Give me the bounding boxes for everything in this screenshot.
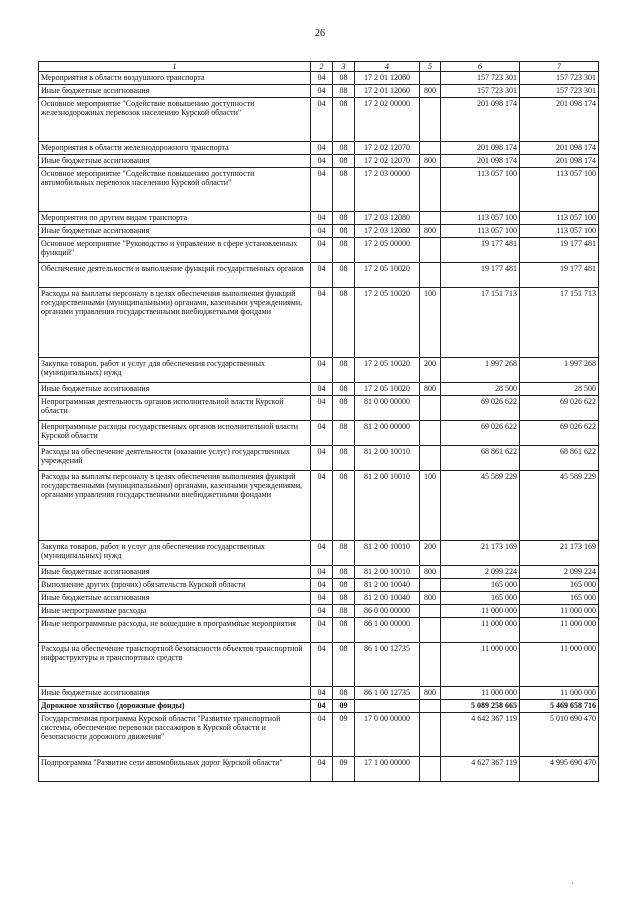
subsection-code-cell: 09 [333,700,355,713]
row-name-cell: Иные бюджетные ассигнования [39,225,311,238]
section-code-cell: 04 [311,713,333,757]
target-article-cell: 17 2 03 12080 [355,225,420,238]
expense-type-cell: 800 [420,566,441,579]
amount-cell-col6: 11 000 000 [441,687,520,700]
table-row [39,757,599,782]
amount-cell-col6: 1 997 268 [441,358,520,383]
target-article-cell: 17 2 05 10020 [355,358,420,383]
amount-cell-col6: 45 589 229 [441,471,520,541]
amount-cell-col6: 11 000 000 [441,605,520,618]
section-code-cell: 04 [311,579,333,592]
column-header: 5 [420,62,441,72]
table-row [39,396,599,421]
amount-cell-col6: 201 098 174 [441,142,520,155]
subsection-code-cell: 08 [333,155,355,168]
amount-cell-col6: 157 723 301 [441,85,520,98]
section-code-cell: 04 [311,142,333,155]
subsection-code-cell: 08 [333,579,355,592]
table-row [39,687,599,700]
row-name-cell: Дорожное хозяйство (дорожные фонды) [39,700,311,713]
row-name-cell: Закупка товаров, работ и услуг для обеспечения государственных (муниципальных) нужд [39,541,311,566]
section-code-cell: 04 [311,757,333,782]
subsection-code-cell: 08 [333,142,355,155]
expense-type-cell: 800 [420,383,441,396]
expense-type-cell: 800 [420,687,441,700]
row-name-cell: Закупка товаров, работ и услуг для обеспечения государственных (муниципальных) нужд [39,358,311,383]
target-article-cell: 81 2 00 10040 [355,592,420,605]
table-row [39,225,599,238]
subsection-code-cell: 08 [333,618,355,643]
expense-type-cell [420,605,441,618]
section-code-cell: 04 [311,72,333,85]
amount-cell-col6: 113 057 100 [441,168,520,212]
amount-cell-col6: 28 500 [441,383,520,396]
amount-cell-col7: 21 173 169 [520,541,599,566]
amount-cell-col7: 157 723 301 [520,85,599,98]
table-row [39,605,599,618]
subsection-code-cell: 08 [333,383,355,396]
amount-cell-col6: 19 177 481 [441,238,520,263]
row-name-cell: Основное мероприятие "Содействие повышению доступности автомобильных перевозок населению Курской области" [39,168,311,212]
section-code-cell: 04 [311,687,333,700]
amount-cell-col7: 69 026 622 [520,396,599,421]
subsection-code-cell: 08 [333,288,355,358]
table-row [39,263,599,288]
row-name-cell: Иные непрограммные расходы, не вошедшие в программные мероприятия [39,618,311,643]
amount-cell-col7: 4 995 690 470 [520,757,599,782]
subsection-code-cell: 08 [333,212,355,225]
table-row [39,700,599,713]
row-name-cell: Выполнение других (прочих) обязательств Курской области [39,579,311,592]
target-article-cell: 17 2 02 00000 [355,98,420,142]
expense-type-cell [420,757,441,782]
row-name-cell: Мероприятия по другим видам транспорта [39,212,311,225]
target-article-cell: 17 1 00 00000 [355,757,420,782]
target-article-cell: 17 2 05 10020 [355,288,420,358]
expense-type-cell [420,72,441,85]
amount-cell-col7: 17 151 713 [520,288,599,358]
row-name-cell: Иные бюджетные ассигнования [39,687,311,700]
expense-type-cell [420,643,441,687]
section-code-cell: 04 [311,421,333,446]
table-row [39,98,599,142]
section-code-cell: 04 [311,358,333,383]
expense-type-cell [420,212,441,225]
amount-cell-col6: 17 151 713 [441,288,520,358]
expense-type-cell [420,700,441,713]
expense-type-cell [420,579,441,592]
table-row [39,566,599,579]
expense-type-cell [420,263,441,288]
target-article-cell: 17 2 05 10020 [355,383,420,396]
amount-cell-col6: 19 177 481 [441,263,520,288]
target-article-cell: 17 2 02 12070 [355,142,420,155]
row-name-cell: Непрограммная деятельность органов исполнительной власти Курской области [39,396,311,421]
table-row [39,592,599,605]
amount-cell-col7: 5 010 690 470 [520,713,599,757]
section-code-cell: 04 [311,446,333,471]
target-article-cell: 81 0 00 00000 [355,396,420,421]
amount-cell-col7: 201 098 174 [520,155,599,168]
table-row [39,142,599,155]
amount-cell-col7: 11 000 000 [520,687,599,700]
section-code-cell: 04 [311,396,333,421]
amount-cell-col7: 113 057 100 [520,212,599,225]
row-name-cell: Иные бюджетные ассигнования [39,85,311,98]
row-name-cell: Иные бюджетные ассигнования [39,592,311,605]
column-header: 7 [520,62,599,72]
amount-cell-col6: 11 000 000 [441,618,520,643]
amount-cell-col6: 165 000 [441,579,520,592]
section-code-cell: 04 [311,225,333,238]
section-code-cell: 04 [311,618,333,643]
subsection-code-cell: 08 [333,168,355,212]
row-name-cell: Иные непрограммные расходы [39,605,311,618]
table-row [39,643,599,687]
target-article-cell [355,700,420,713]
amount-cell-col6: 4 642 367 119 [441,713,520,757]
table-row [39,579,599,592]
amount-cell-col6: 69 026 622 [441,396,520,421]
table-row [39,85,599,98]
target-article-cell: 17 0 00 00000 [355,713,420,757]
amount-cell-col6: 11 000 000 [441,643,520,687]
subsection-code-cell: 08 [333,566,355,579]
amount-cell-col7: 201 098 174 [520,142,599,155]
row-name-cell: Иные бюджетные ассигнования [39,155,311,168]
section-code-cell: 04 [311,98,333,142]
subsection-code-cell: 08 [333,85,355,98]
amount-cell-col7: 165 000 [520,592,599,605]
target-article-cell: 81 2 00 10010 [355,566,420,579]
row-name-cell: Иные бюджетные ассигнования [39,383,311,396]
target-article-cell: 86 1 00 12735 [355,687,420,700]
expense-type-cell: 800 [420,225,441,238]
column-header: 2 [311,62,333,72]
target-article-cell: 17 2 03 12080 [355,212,420,225]
column-header: 6 [441,62,520,72]
column-header: 1 [39,62,311,72]
expense-type-cell: 200 [420,358,441,383]
expense-type-cell: 200 [420,541,441,566]
section-code-cell: 04 [311,288,333,358]
amount-cell-col7: 45 589 229 [520,471,599,541]
table-row [39,618,599,643]
subsection-code-cell: 08 [333,605,355,618]
target-article-cell: 17 2 05 00000 [355,238,420,263]
table-row [39,288,599,358]
table-row [39,421,599,446]
budget-table [38,61,599,782]
subsection-code-cell: 08 [333,471,355,541]
amount-cell-col6: 2 099 224 [441,566,520,579]
amount-cell-col7: 157 723 301 [520,72,599,85]
expense-type-cell [420,421,441,446]
row-name-cell: Расходы на обеспечение деятельности (оказание услуг) государственных учреждений [39,446,311,471]
amount-cell-col6: 4 627 367 119 [441,757,520,782]
amount-cell-col7: 11 000 000 [520,605,599,618]
table-row [39,471,599,541]
subsection-code-cell: 08 [333,643,355,687]
expense-type-cell: 100 [420,471,441,541]
column-number-row [39,62,599,72]
amount-cell-col7: 28 500 [520,383,599,396]
amount-cell-col6: 113 057 100 [441,225,520,238]
subsection-code-cell: 08 [333,358,355,383]
amount-cell-col7: 2 099 224 [520,566,599,579]
subsection-code-cell: 08 [333,72,355,85]
amount-cell-col7: 113 057 100 [520,168,599,212]
section-code-cell: 04 [311,700,333,713]
section-code-cell: 04 [311,168,333,212]
expense-type-cell: 100 [420,288,441,358]
row-name-cell: Государственная программа Курской области "Развитие транспортной системы, обеспечение перевозки пассажиров в Курской области и безопасности дорожного движения" [39,713,311,757]
expense-type-cell [420,713,441,757]
section-code-cell: 04 [311,155,333,168]
expense-type-cell [420,168,441,212]
amount-cell-col7: 11 000 000 [520,618,599,643]
subsection-code-cell: 08 [333,98,355,142]
row-name-cell: Расходы на выплаты персоналу в целях обеспечения выполнения функций государственными (муниципальными) органами, казенными учреждениями, органами управления государственными внебюджетными фондами [39,288,311,358]
expense-type-cell: 800 [420,592,441,605]
table-row [39,168,599,212]
section-code-cell: 04 [311,85,333,98]
amount-cell-col7: 5 469 658 716 [520,700,599,713]
row-name-cell: Мероприятия в области железнодорожного транспорта [39,142,311,155]
row-name-cell: Мероприятия в области воздушного транспорта [39,72,311,85]
section-code-cell: 04 [311,592,333,605]
table-row [39,541,599,566]
row-name-cell: Иные бюджетные ассигнования [39,566,311,579]
row-name-cell: Основное мероприятие "Содействие повышению доступности железнодорожных перевозок населению Курской области" [39,98,311,142]
target-article-cell: 86 1 00 12735 [355,643,420,687]
table-row [39,212,599,225]
scan-mark: · [571,879,574,888]
section-code-cell: 04 [311,263,333,288]
section-code-cell: 04 [311,566,333,579]
subsection-code-cell: 09 [333,757,355,782]
row-name-cell: Основное мероприятие "Руководство и управление в сфере установленных функций" [39,238,311,263]
expense-type-cell [420,142,441,155]
subsection-code-cell: 08 [333,446,355,471]
amount-cell-col7: 11 000 000 [520,643,599,687]
section-code-cell: 04 [311,238,333,263]
row-name-cell: Подпрограмма "Развитие сети автомобильных дорог Курской области" [39,757,311,782]
table-row [39,358,599,383]
target-article-cell: 17 2 02 12070 [355,155,420,168]
subsection-code-cell: 08 [333,238,355,263]
amount-cell-col6: 68 861 622 [441,446,520,471]
amount-cell-col6: 201 098 174 [441,98,520,142]
target-article-cell: 17 2 01 12060 [355,85,420,98]
table-row [39,383,599,396]
table-row [39,446,599,471]
target-article-cell: 86 1 00 00000 [355,618,420,643]
subsection-code-cell: 08 [333,421,355,446]
amount-cell-col7: 113 057 100 [520,225,599,238]
amount-cell-col6: 21 173 169 [441,541,520,566]
expense-type-cell [420,446,441,471]
row-name-cell: Расходы на обеспечение транспортной безопасности объектов транспортной инфраструктуры и транспортных средств [39,643,311,687]
table-row [39,713,599,757]
expense-type-cell [420,238,441,263]
section-code-cell: 04 [311,605,333,618]
target-article-cell: 86 0 00 00000 [355,605,420,618]
amount-cell-col7: 201 098 174 [520,98,599,142]
target-article-cell: 17 2 03 00000 [355,168,420,212]
section-code-cell: 04 [311,212,333,225]
expense-type-cell [420,98,441,142]
section-code-cell: 04 [311,383,333,396]
column-header: 4 [355,62,420,72]
expense-type-cell [420,618,441,643]
amount-cell-col7: 19 177 481 [520,238,599,263]
section-code-cell: 04 [311,541,333,566]
expense-type-cell: 800 [420,155,441,168]
amount-cell-col7: 19 177 481 [520,263,599,288]
amount-cell-col7: 165 000 [520,579,599,592]
table-row [39,72,599,85]
amount-cell-col7: 68 861 622 [520,446,599,471]
amount-cell-col6: 5 089 258 665 [441,700,520,713]
amount-cell-col7: 69 026 622 [520,421,599,446]
target-article-cell: 81 2 00 10010 [355,471,420,541]
amount-cell-col6: 201 098 174 [441,155,520,168]
subsection-code-cell: 08 [333,592,355,605]
subsection-code-cell: 09 [333,713,355,757]
target-article-cell: 17 2 05 10020 [355,263,420,288]
subsection-code-cell: 08 [333,687,355,700]
column-header: 3 [333,62,355,72]
section-code-cell: 04 [311,643,333,687]
target-article-cell: 81 2 00 10010 [355,446,420,471]
amount-cell-col6: 69 026 622 [441,421,520,446]
expense-type-cell: 800 [420,85,441,98]
table-body [39,72,599,782]
expense-type-cell [420,396,441,421]
amount-cell-col6: 165 000 [441,592,520,605]
table-row [39,155,599,168]
amount-cell-col6: 157 723 301 [441,72,520,85]
amount-cell-col6: 113 057 100 [441,212,520,225]
row-name-cell: Расходы на выплаты персоналу в целях обеспечения выполнения функций государственными (муниципальными) органами, казенными учреждениями, органами управления государственными внебюджетными фондами [39,471,311,541]
subsection-code-cell: 08 [333,541,355,566]
target-article-cell: 81 2 00 00000 [355,421,420,446]
target-article-cell: 81 2 00 10040 [355,579,420,592]
section-code-cell: 04 [311,471,333,541]
subsection-code-cell: 08 [333,263,355,288]
row-name-cell: Непрограммные расходы государственных органов исполнительной власти Курской области [39,421,311,446]
subsection-code-cell: 08 [333,396,355,421]
target-article-cell: 17 2 01 12060 [355,72,420,85]
amount-cell-col7: 1 997 268 [520,358,599,383]
row-name-cell: Обеспечение деятельности и выполнение функций государственных органов [39,263,311,288]
subsection-code-cell: 08 [333,225,355,238]
page-number: 26 [315,28,325,39]
target-article-cell: 81 2 00 10010 [355,541,420,566]
table-row [39,238,599,263]
